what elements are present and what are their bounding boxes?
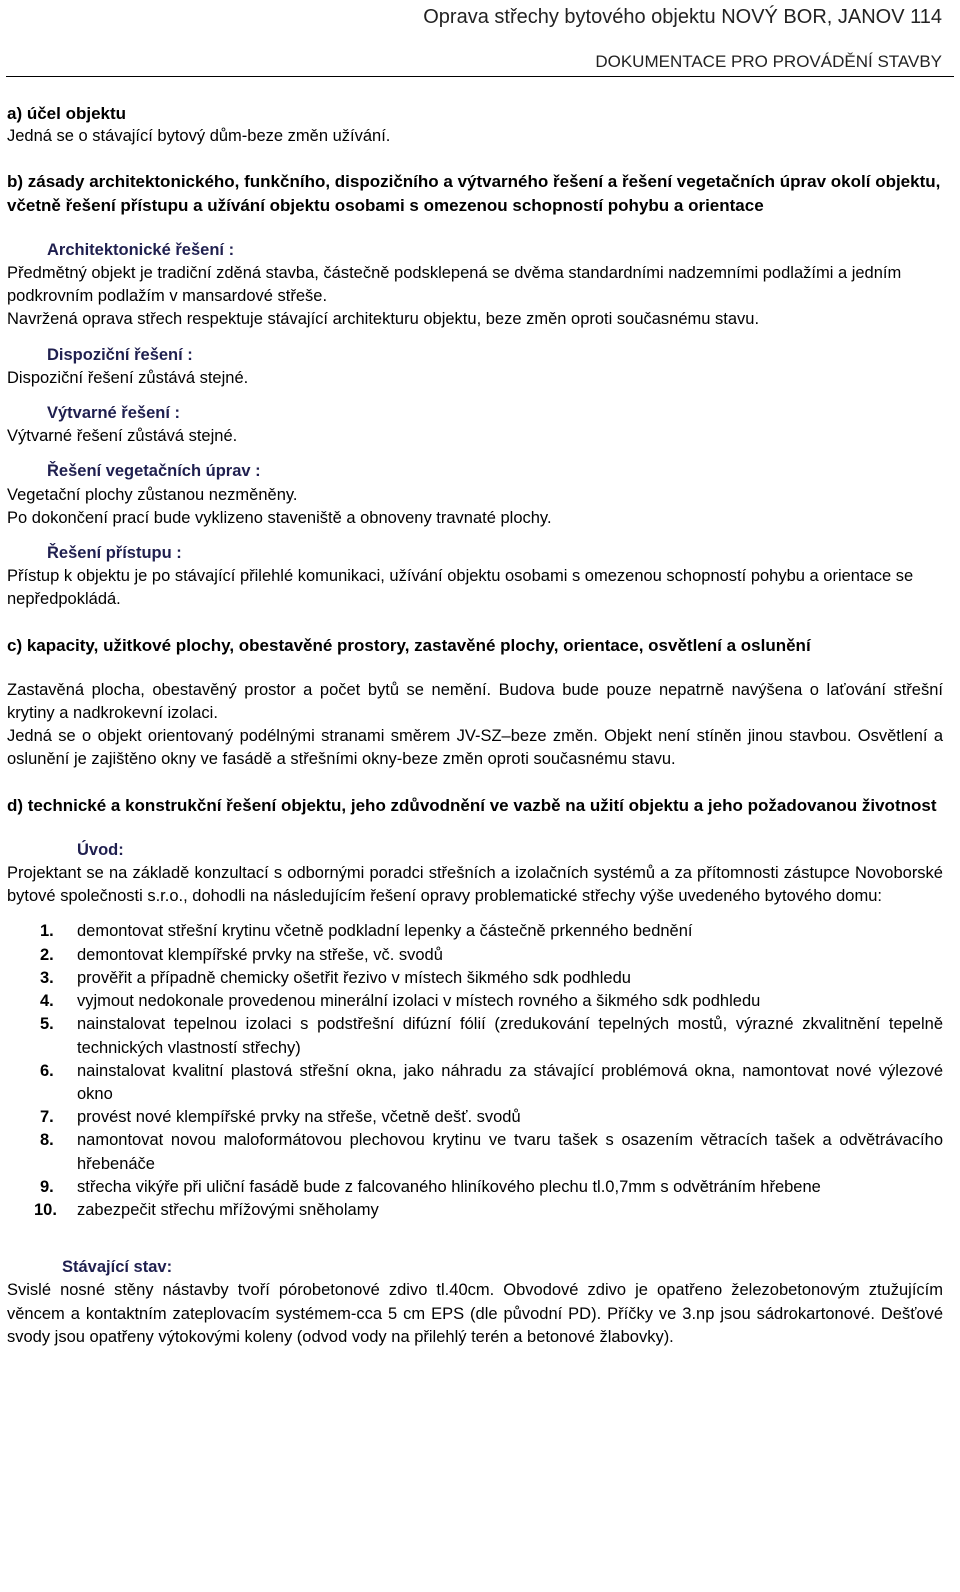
list-item-text: vyjmout nedokonale provedenou minerální izolaci v místech rovného a šikmého sdk podhledu — [77, 992, 761, 1011]
vyt-text: Výtvarné řešení zůstává stejné. — [7, 427, 238, 446]
list-item — [7, 990, 943, 1013]
list-item — [7, 944, 943, 967]
list-item-number: 10. — [34, 1200, 57, 1219]
intro-text: Projektant se na základě konzultací s odbornými poradci střešních a izolačních systémů a za přítomnosti zástupce Novoborské bytové společnosti s.r.o., dohodli na následujícím řešení opravy problematické střechy výše uvedeného bytového domu: — [7, 864, 943, 906]
list-item-number: 8. — [40, 1131, 54, 1150]
section-c-heading: c) kapacity, užitkové plochy, obestavěné prostory, zastavěné plochy, orientace, osvětlení a oslunění — [7, 635, 811, 655]
section-b-heading: b) zásady architektonického, funkčního, dispozičního a výtvarného řešení a řešení vegetačních úprav okolí objektu, včetně řešení přístupu a užívání objektu osobami s omezenou schopností pohybu a orientace — [7, 172, 941, 215]
section-c-text-2: Jedná se o objekt orientovaný podélnými stranami směrem JV-SZ–beze změn. Objekt není stíněn jinou stavbou. Osvětlení a oslunění je zajištěno okny ve fasádě a střešními okny-beze změn oproti současnému stavu. — [7, 727, 943, 769]
list-item-number: 6. — [40, 1061, 54, 1080]
list-item — [7, 967, 943, 990]
veg-label: Řešení vegetačních úprav : — [47, 462, 261, 481]
list-item — [7, 1176, 943, 1199]
list-item — [7, 920, 943, 943]
list-item-text: nainstalovat kvalitní plastová střešní okna, jako náhradu za stávající problémová okna, namontovat nové výlezové okno — [77, 1061, 943, 1103]
list-item-number: 9. — [40, 1177, 54, 1196]
list-item-text: namontovat novou maloformátovou plechovou krytinu ve tvaru tašek s osazením větracích tašek a odvětrávacího hřebenáče — [77, 1131, 943, 1173]
section-a-text: Jedná se o stávající bytový dům-beze změn užívání. — [7, 127, 391, 146]
list-item-text: střecha vikýře při uliční fasádě bude z falcovaného hliníkového plechu tl.0,7mm s odvětráním hřebene — [77, 1177, 821, 1196]
disp-text: Dispoziční řešení zůstává stejné. — [7, 368, 249, 387]
existing-label: Stávající stav: — [62, 1258, 173, 1277]
header-subtitle: DOKUMENTACE PRO PROVÁDĚNÍ STAVBY — [595, 52, 942, 71]
existing-text: Svislé nosné stěny nástavby tvoří pórobetonové zdivo tl.40cm. Obvodové zdivo je opatřeno železobetonovým ztužujícím věncem a kontaktním zateplovacím systémem-cca 5 cm EPS (dle původní PD). Příčky ve 3.np jsou sádrokartonové. Dešťové svody jsou opatřeny výtokovými koleny (odvod vody na přilehlý terén a betonové žlabovky). — [7, 1281, 943, 1346]
list-item — [7, 1199, 943, 1222]
list-item-number: 5. — [40, 1015, 54, 1034]
list-item — [7, 1106, 943, 1129]
arch-label: Architektonické řešení : — [47, 240, 235, 259]
list-item — [7, 1129, 943, 1175]
list-item-text: nainstalovat tepelnou izolaci s podstřešní difúzní fólií (zredukování tepelných mostů, výrazné zkvalitnění tepelně technických vlastností střechy) — [77, 1015, 943, 1057]
section-d-heading: d) technické a konstrukční řešení objektu, jeho zdůvodnění ve vazbě na užití objektu a jeho požadovanou životnost — [7, 795, 937, 815]
intro-label: Úvod: — [77, 840, 124, 859]
list-item-number: 3. — [40, 968, 54, 987]
list-item-text: demontovat střešní krytinu včetně podkladní lepenky a částečně prkenného bednění — [77, 922, 693, 941]
section-c-text-1: Zastavěná plocha, obestavěný prostor a počet bytů se nemění. Budova bude pouze nepatrně navýšena o laťování střešní krytiny a nadkrokevní izolaci. — [7, 680, 943, 723]
list-item-number: 4. — [40, 992, 54, 1011]
list-item-text: zabezpečit střechu mřížovými sněholamy — [77, 1200, 379, 1219]
document-body — [7, 102, 943, 1349]
list-item — [7, 1013, 943, 1059]
list-item-text: demontovat klempířské prvky na střeše, vč. svodů — [77, 945, 443, 964]
header-divider — [6, 76, 954, 77]
disp-label: Dispoziční řešení : — [47, 345, 193, 364]
list-item-number: 2. — [40, 945, 54, 964]
pri-label: Řešení přístupu : — [47, 544, 182, 563]
list-item-text: prověřit a případně chemicky ošetřit řezivo v místech šikmého sdk podhledu — [77, 968, 631, 987]
arch-text-2: Navržená oprava střech respektuje stávající architekturu objektu, beze změn oproti současnému stavu. — [7, 310, 760, 329]
vyt-label: Výtvarné řešení : — [47, 404, 180, 423]
arch-text-1: Předmětný objekt je tradiční zděná stavba, částečně podsklepená se dvěma standardními nadzemními podlažími a jedním podkrovním podlažím v mansardové střeše. — [7, 264, 902, 306]
list-item-number: 1. — [40, 922, 54, 941]
header-title: Oprava střechy bytového objektu NOVÝ BOR, JANOV 114 — [423, 6, 942, 28]
list-item-text: provést nové klempířské prvky na střeše, včetně dešť. svodů — [77, 1108, 521, 1127]
pri-text: Přístup k objektu je po stávající přilehlé komunikaci, užívání objektu osobami s omezenou schopností pohybu a orientace se nepředpokládá. — [7, 567, 914, 609]
veg-text-1: Vegetační plochy zůstanou nezměněny. — [7, 485, 298, 504]
veg-text-2: Po dokončení prací bude vyklizeno staveniště a obnoveny travnaté plochy. — [7, 508, 552, 527]
list-item-number: 7. — [40, 1108, 54, 1127]
list-item — [7, 1060, 943, 1106]
section-a-heading: a) účel objektu — [7, 104, 127, 123]
repair-steps-list — [7, 920, 943, 1222]
